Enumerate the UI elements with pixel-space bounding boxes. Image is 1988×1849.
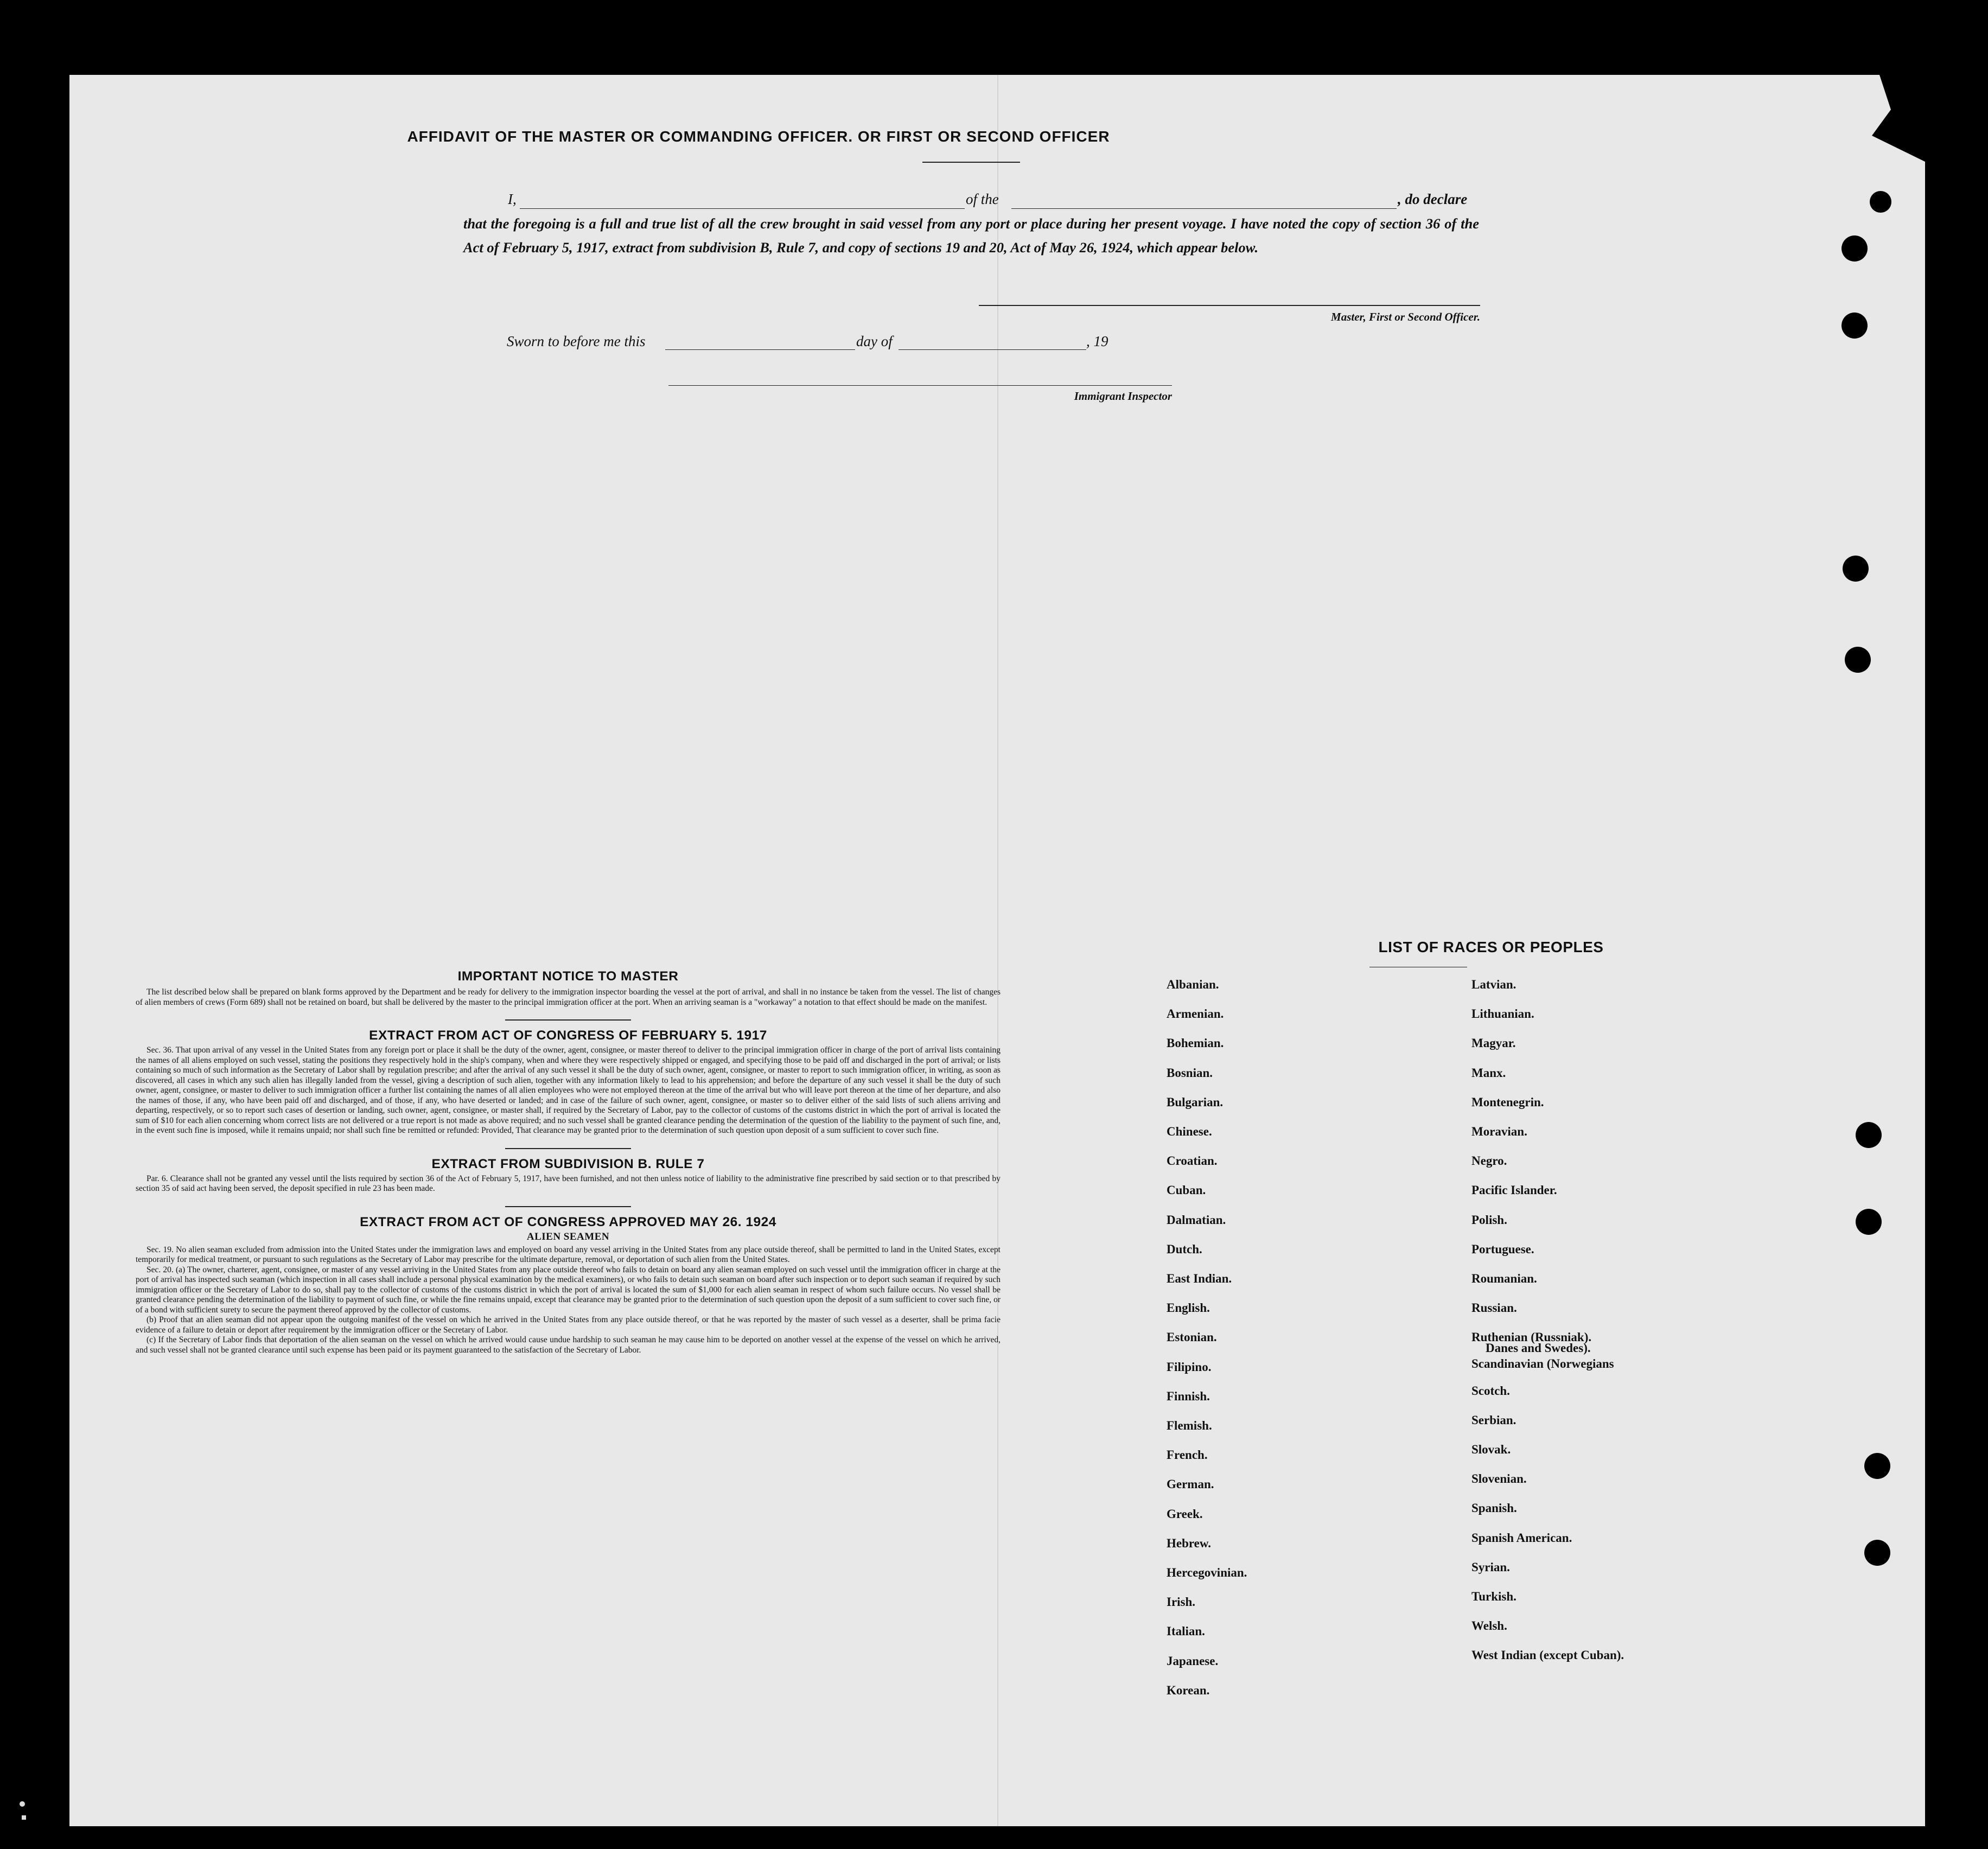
document-page (69, 75, 1925, 1826)
race-item: Slovenian. (1471, 1472, 1527, 1486)
punch-hole (1842, 313, 1868, 339)
race-item: Serbian. (1471, 1413, 1517, 1427)
race-item: Filipino. (1167, 1360, 1212, 1374)
punch-hole (1845, 647, 1871, 673)
master-label: Master, First or Second Officer. (1331, 310, 1480, 323)
rule-7-title: EXTRACT FROM SUBDIVISION B. RULE 7 (431, 1156, 705, 1171)
year-label: , 19 (1086, 333, 1108, 349)
race-item: English. (1167, 1301, 1210, 1315)
race-item: Hercegovinian. (1167, 1566, 1247, 1579)
race-item: Pacific Islander. (1471, 1183, 1557, 1197)
race-item: Finnish. (1167, 1389, 1210, 1403)
rule-7-text: Par. 6. Clearance shall not be granted any vessel until the lists required by section 36 of the Act of February 5, 1917, have been furnished, and not then unless notice of liability to the administrative fine prescribed by said section or to that prescribed by section 35 of said act having been served, the deposit specified in rule 23 has been made. (136, 1174, 1001, 1193)
race-item: Polish. (1471, 1213, 1507, 1227)
race-item: Bosnian. (1167, 1066, 1213, 1080)
i-label: I, (508, 191, 517, 207)
race-item: Dalmatian. (1167, 1213, 1226, 1227)
edge-mark (20, 1801, 25, 1807)
vessel-blank-line (1011, 208, 1397, 209)
edge-mark (22, 1815, 26, 1820)
race-item: Negro. (1471, 1154, 1507, 1168)
extract-1924-title: EXTRACT FROM ACT OF CONGRESS APPROVED MAY 26. 1924 (360, 1214, 776, 1229)
sec-20c-text: (c) If the Secretary of Labor finds that deportation of the alien seaman on the vessel on which he arrived would cause undue hardship to such seaman he may cause him to be deported on another vessel at the expense of the vessel on which he arrived, and such vessel shall not be granted clearance until such expense has been paid or its payment guaranteed to the satisfaction of the Secretary of Labor. (136, 1335, 1001, 1355)
punch-hole (1870, 191, 1891, 213)
race-item: Turkish. (1471, 1590, 1517, 1603)
race-item: Greek. (1167, 1507, 1203, 1521)
race-item: Armenian. (1167, 1007, 1224, 1021)
section-divider (505, 1206, 631, 1207)
extract-1917-title: EXTRACT FROM ACT OF CONGRESS OF FEBRUARY 5. 1917 (369, 1028, 767, 1043)
race-item: Magyar. (1471, 1036, 1516, 1050)
legal-column (136, 969, 1001, 1355)
race-item: Russian. (1471, 1301, 1517, 1315)
sec-20b-text: (b) Proof that an alien seaman did not appear upon the outgoing manifest of the vessel on which he arrived in the United States from any place outside thereof, or that he was reported by the master of such vessel as a deserter, shall be prima facie evidence of a failure to detain or deport after requirement by the immigration officer or the Secretary of Labor. (136, 1315, 1001, 1335)
race-item: Danes and Swedes). (1486, 1341, 1591, 1355)
day-of-label: day of (856, 333, 893, 349)
inspector-label: Immigrant Inspector (1074, 390, 1172, 403)
race-item: Japanese. (1167, 1654, 1219, 1668)
race-item: Lithuanian. (1471, 1007, 1534, 1021)
punch-hole (1856, 1122, 1882, 1148)
affidavit-declaration: that the foregoing is a full and true list of all the crew brought in said vessel from any port or place during her present voyage. I have noted the copy of section 36 of the Act of February 5, 1917, extract from subdivision B, Rule 7, and copy of sections 19 and 20, Act of May 26, 1924, which appear below. (463, 215, 1479, 256)
section-divider (505, 1148, 631, 1149)
sec-20a-text: Sec. 20. (a) The owner, charterer, agent, consignee, or master of any vessel arriving in the United States from any place outside thereof who fails to detain on board any alien seaman employed on such vessel until the immigration officer in charge at the port of arrival has inspected such seaman (which inspection in all cases shall include a personal physical examination by the medical examiners), or who fails to detain such seaman on board after such inspection or to deport such seaman if required by such immigration officer or the Secretary of Labor to do so, shall pay to the collector of customs of the customs district in which the port of arrival is located the sum of $1,000 for each alien seaman in respect of whom such failure occurs. No vessel shall be granted clearance pending the determination of the liability to payment of such fine, or while the fine remains unpaid, except that clearance may be granted prior to the determination of such question upon the deposit of a sum sufficient to cover such fine, or of a bond with sufficient surety to secure the payment thereof approved by the collector of customs. (136, 1265, 1001, 1315)
race-item: Slovak. (1471, 1443, 1511, 1456)
race-item: West Indian (except Cuban). (1471, 1648, 1624, 1662)
inspector-signature-line (668, 385, 1172, 386)
race-item: Korean. (1167, 1683, 1210, 1697)
race-item: Latvian. (1471, 978, 1517, 991)
race-item: Italian. (1167, 1624, 1205, 1638)
race-item: Hebrew. (1167, 1536, 1211, 1550)
notice-title: IMPORTANT NOTICE TO MASTER (457, 969, 679, 984)
race-item: Manx. (1471, 1066, 1506, 1080)
races-title: LIST OF RACES OR PEOPLES (1378, 939, 1604, 955)
race-item: Moravian. (1471, 1125, 1527, 1138)
race-item: German. (1167, 1477, 1214, 1491)
race-item: Cuban. (1167, 1183, 1206, 1197)
extract-1917-text: Sec. 36. That upon arrival of any vessel in the United States from any foreign port or place it shall be the duty of the owner, agent, consignee, or master thereof to deliver to the principal immigration officer in charge of the port of arrival lists containing the names of all aliens employed on such vessel, stating the positions they respectively hold in the ship's company, when and where they were respectively shipped or engaged, and specifying those to be paid off and discharged in the port of arrival; or lists containing so much of such information as the Secretary of Labor shall by regulation prescribe; and after the arrival of any such vessel it shall be the duty of such owner, agent, consignee, or master to report to such immigration officer, in writing, as soon as discovered, all cases in which any such alien has illegally landed from the vessel, giving a description of such alien, together with any information likely to lead to his apprehension; and before the departure of any such vessel it shall be the duty of such owner, agent, consignee, or master to deliver to such immigration officer a further list containing the names of all alien employees who were not employed thereon at the time of the arrival but who will leave port thereon at the time of her departure, and also the names of those, if any, who have been paid off and discharged, and of those, if any, who have deserted or landed; and in case of the failure of such owner, agent, consignee, or master so to deliver either of the said lists of such aliens arriving and departing, respectively, or so to report such cases of desertion or landing, such owner, agent, consignee, or master shall, if required by the Secretary of Labor, pay to the collector of customs of the customs district in which the port of arrival is located the sum of $10 for each alien concerning whom correct lists are not delivered or a true report is not made as above required; and no such vessel shall be granted clearance pending the determination of the question of the liability to the payment of such fine, and, in the event such fine is imposed, while it remains unpaid; nor shall such fine be remitted or refunded: Provided, That clearance may be granted prior to the determination of such question upon deposit of a sum sufficient to cover such fine. (136, 1045, 1001, 1135)
race-item: Dutch. (1167, 1242, 1202, 1256)
race-item: Roumanian. (1471, 1272, 1537, 1285)
race-item: Bohemian. (1167, 1036, 1224, 1050)
race-item: French. (1167, 1448, 1208, 1462)
race-item: Albanian. (1167, 978, 1219, 991)
race-item: Ruthenian (Russniak). (1471, 1330, 1592, 1344)
torn-corner (1849, 75, 1925, 162)
punch-hole (1856, 1209, 1882, 1235)
alien-seamen-subtitle: ALIEN SEAMEN (526, 1230, 610, 1242)
race-item: Spanish. (1471, 1501, 1517, 1515)
race-item: Montenegrin. (1471, 1095, 1544, 1109)
affidavit-line1 (508, 189, 1550, 213)
sworn-line (507, 331, 1212, 355)
race-item: Syrian. (1471, 1560, 1510, 1574)
race-item: Scotch. (1471, 1383, 1510, 1398)
sworn-month-blank (899, 349, 1086, 350)
race-item: Irish. (1167, 1595, 1196, 1609)
master-signature-line (979, 305, 1480, 306)
title-underline (922, 162, 1020, 163)
name-blank-line (520, 208, 965, 209)
punch-hole (1864, 1453, 1890, 1479)
notice-text: The list described below shall be prepared on blank forms approved by the Department and be ready for delivery to the immigration inspector boarding the vessel at the port of arrival, and shall in no instance be taken from the vessel. The list of changes of alien members of crews (Form 689) shall not be retained on board, but shall be delivered by the master to the principal immigration officer at the port. When an arriving seaman is a "workaway" a notation to that effect should be made on the manifest. (136, 987, 1001, 1007)
race-item: Scandinavian (Norwegians (1471, 1356, 1614, 1370)
race-item: East Indian. (1167, 1272, 1232, 1285)
affidavit-title: AFFIDAVIT OF THE MASTER OR COMMANDING OFFICER. OR FIRST OR SECOND OFFICER (407, 128, 1110, 145)
race-item: Flemish. (1167, 1419, 1212, 1432)
section-divider (505, 1019, 631, 1021)
race-item: Portuguese. (1471, 1242, 1534, 1256)
punch-hole (1842, 235, 1868, 262)
of-the-label: of the (966, 191, 999, 207)
punch-hole (1864, 1540, 1890, 1566)
do-declare-label: , do declare (1398, 191, 1468, 207)
race-item: Chinese. (1167, 1125, 1212, 1138)
sworn-day-blank (665, 349, 855, 350)
sworn-label: Sworn to before me this (507, 333, 646, 349)
race-item: Croatian. (1167, 1154, 1218, 1168)
sec-19-text: Sec. 19. No alien seaman excluded from admission into the United States under the immigration laws and employed on board any vessel arriving in the United States from any place outside thereof, shall be permitted to land in the United States, except temporarily for medical treatment, or pursuant to such regulations as the Secretary of Labor may prescribe for the ultimate departure, removal, or deportation of such alien from the United States. (136, 1245, 1001, 1264)
punch-hole (1843, 556, 1869, 582)
race-item: Bulgarian. (1167, 1095, 1224, 1109)
race-item: Estonian. (1167, 1330, 1217, 1344)
race-item: Welsh. (1471, 1619, 1507, 1633)
race-item: Spanish American. (1471, 1531, 1572, 1545)
